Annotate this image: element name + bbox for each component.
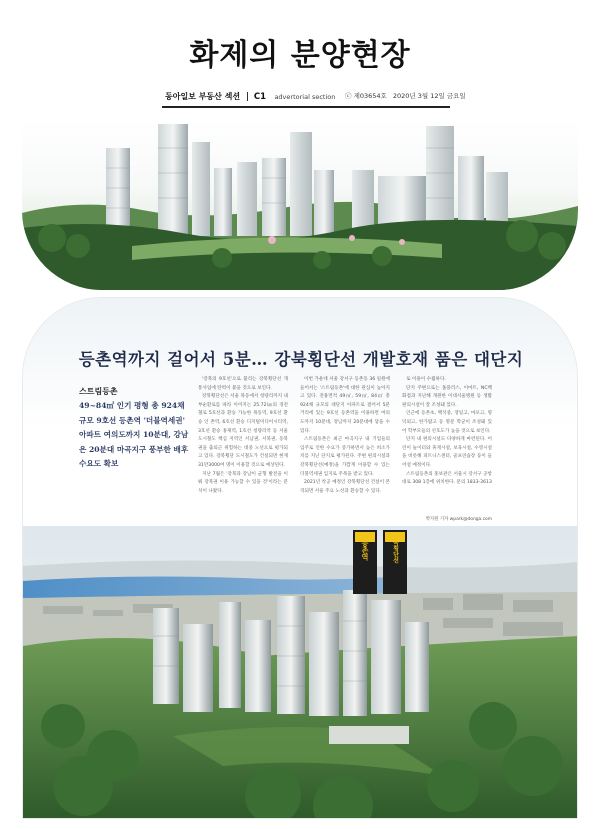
- masthead-divider: [247, 92, 248, 101]
- paragraph: 이번 가운데 서울 강서구 등촌동 36 일원에 들어서는 '스트림등촌'에 대한 관심이 높아지고 있다. 전용면적 49㎡, 59㎡, 84㎡ 총 924채 규모의 대단지 아파트로 걸어서 5분 거리에 있는 9호선 등촌역을 이용하면 여의도까지 10분대, 강남까지 20분대에 닿을 수 있다.: [300, 377, 390, 434]
- paragraph: 스트림등촌의 홍보관은 서울시 강서구 공항대로 308 1층에 위치한다. 문의 1833-3613: [402, 471, 492, 486]
- aerial-city-illustration: [23, 526, 578, 819]
- paragraph: '강북의 9호선'으로 불리는 강북횡단선 개통사업에 탄력이 붙을 것으로 보인다.: [198, 377, 288, 391]
- sign-right-text: 강북횡단선: [391, 533, 399, 563]
- paragraph: 인근에 등촌초, 백석중, 영일고, 마포고, 명덕외고, 한가람고 등 명문 학군이 조성돼 있어 학부모들의 선호도가 높을 것으로 보인다.: [402, 411, 492, 434]
- masthead-rule: [162, 106, 450, 108]
- paragraph: 스트림등촌은 최근 마곡지구 내 기업들의 입주로 인한 수요가 증가하면서 높은 희소가치를 지닌 단지로 평가된다. 주변 편의시설과 강북횡단선(예정)을 가깝게 이용할 수 있는 더블역세권 입지로 주목을 받고 있다.: [300, 437, 390, 477]
- paragraph: 2021년 착공 예정인 강북횡단선 건설이 본격되면 서울 주요 노선과 환승할 수 있다.: [300, 480, 390, 494]
- paragraph: 단지 내 편의시설도 다양하게 마련된다. 어린이 놀이터와 휴게시설, 보육시설, 수영시설을 비롯해 피트니스센터, 골프연습장 등이 들어설 예정이다.: [402, 437, 492, 468]
- aerial-rendering: [23, 526, 578, 819]
- paragraph: 강북횡단선은 서울 목동에서 청량리까지 내부순환로를 따라 이어지는 25.72㎞의 경전철로 5호선과 환승 가능한 목동역, 9호선 환승 인 촌역, 6호선 환승 디지털미디어시티역, 3호선 환승 홍제역, 1호선 청량리역 등 서울 도시철도 핵심 지역인 서남권, 서북권, 동북권을 출퇴근 위험하는 대중 노선으로 평가되고 있다. 강북횡단 도시철도가 건설되면 현재 31만3000여 명이 이용할 것으로 예상된다.: [198, 394, 288, 468]
- section-title: 화제의 분양현장: [189, 38, 411, 73]
- hero-image: [22, 118, 578, 290]
- apartment-rendering-top: [22, 118, 578, 290]
- page-number: C1: [253, 91, 267, 102]
- article-column-2: [300, 376, 390, 496]
- article-column-3: [402, 376, 492, 488]
- article-headline: 등촌역까지 걸어서 5분… 강북횡단선 개발호재 품은 대단지: [78, 350, 524, 369]
- paper-name: 동아일보 부동산 섹션: [165, 92, 241, 101]
- paragraph: 로 이용이 수월하다.: [406, 377, 446, 382]
- reporter-credit: 박지원 기자 wpark@donga.com: [425, 517, 492, 522]
- sign-left-text: 등촌역: [361, 539, 369, 561]
- article-subhead: 49~84㎡ 인기 평형 총 924채 규모 9호선 등촌역 '더블역세권' 아파트 여의도까지 10분대, 강남은 20분대 마곡지구 풍부한 배후수요도 확보: [79, 401, 189, 468]
- advertorial-label: advertorial section: [274, 92, 336, 101]
- issue-date: [345, 91, 466, 100]
- article-byline: 스트림등촌: [79, 387, 118, 396]
- paragraph: 지난 7월은 '강북과 강남이 균형 발전을 이뤄 강북권 이용 가능할 수 있을 것'이라는 분석이 나왔다.: [198, 471, 288, 494]
- paragraph: 단지 주변으로는 홈플러스, 이마트, NC백화점과 지난해 개원한 이대서울병원 등 생활편의시설이 잘 조성돼 있다.: [402, 385, 492, 408]
- article-panel: [22, 297, 578, 819]
- issue-number: ⓒ 제03654호: [345, 92, 387, 100]
- article-column-1: [198, 376, 288, 496]
- publish-date: 2020년 3월 12일 금요일: [392, 92, 466, 100]
